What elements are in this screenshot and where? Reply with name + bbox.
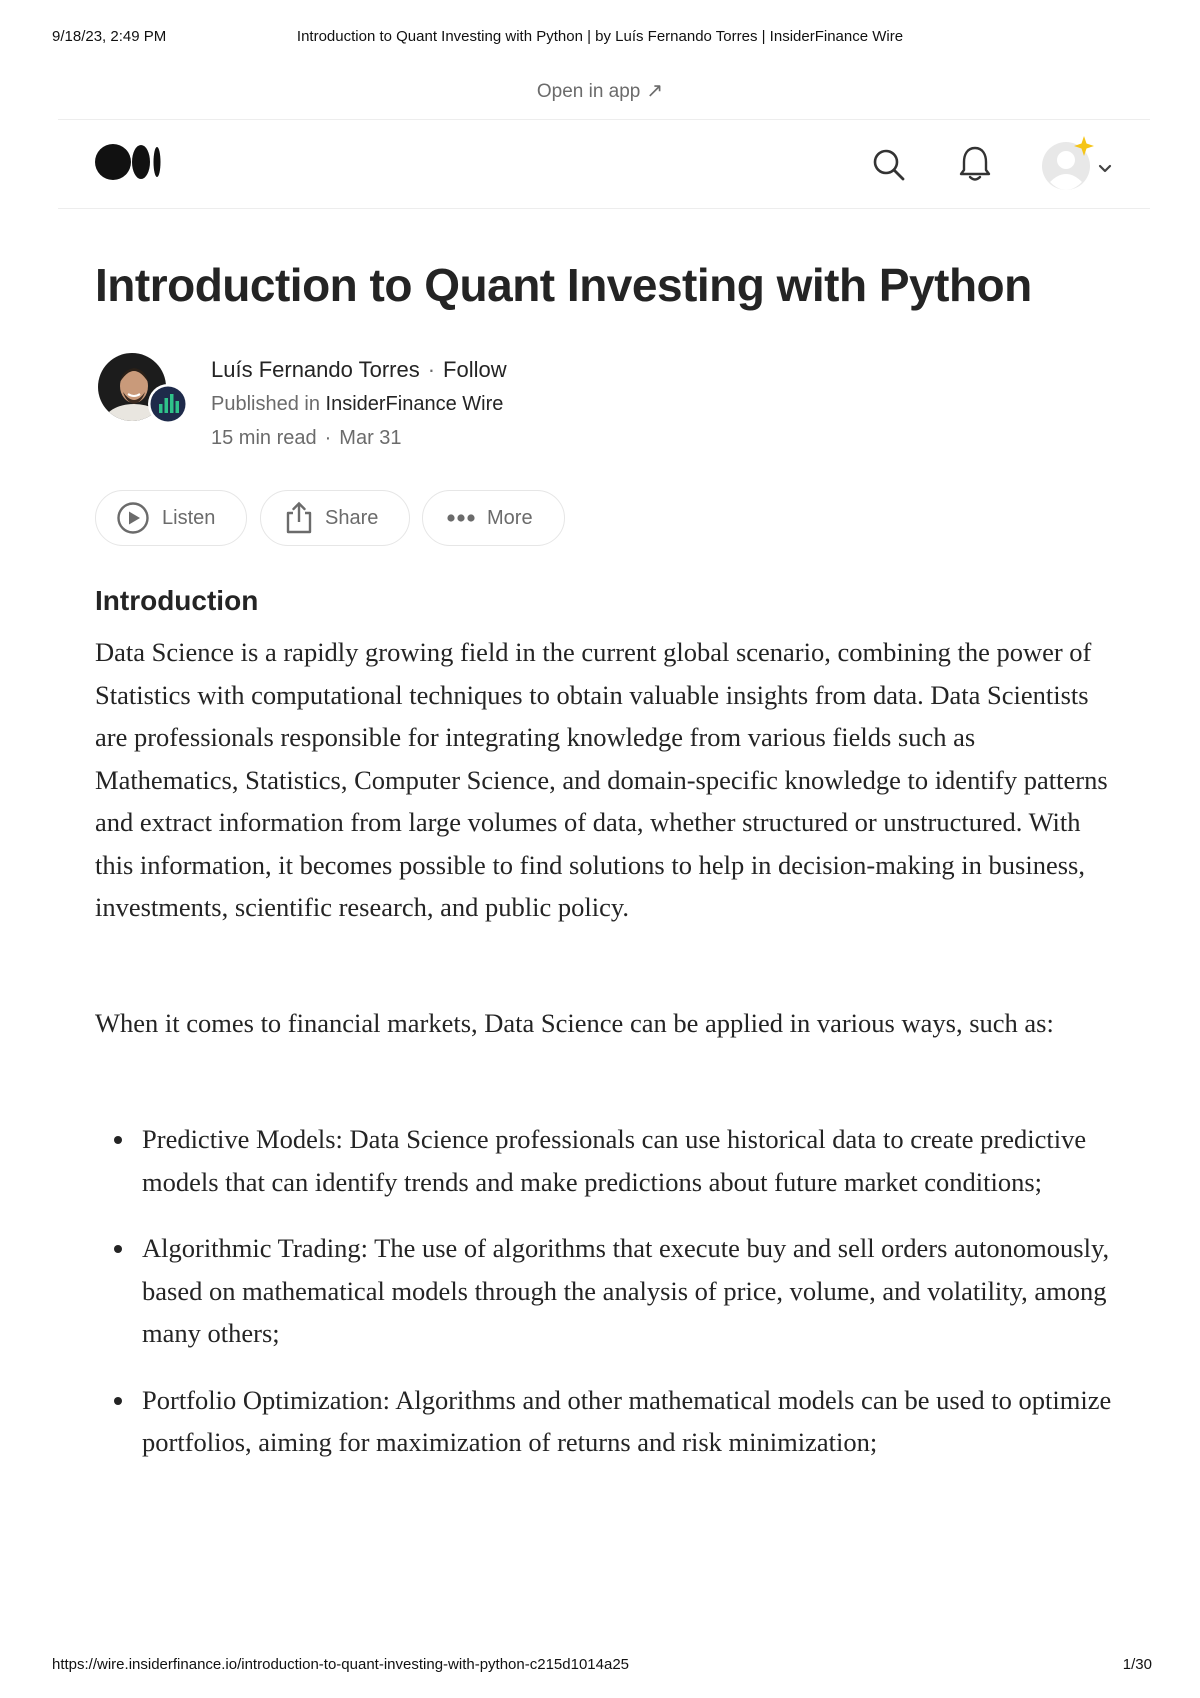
listen-label: Listen [162, 506, 216, 529]
list-item-text: Algorithmic Trading: The use of algorithms that execute buy and sell orders autonomously, based on mathematical models through the analysis of price, volume, and volatility, among many others; [142, 1233, 1110, 1348]
publication-badge[interactable] [148, 384, 188, 424]
section-heading: Introduction [95, 585, 259, 616]
bullet-dot [114, 1397, 122, 1405]
list-item-text: Predictive Models: Data Science professionals can use historical data to create predictive models that can identify trends and make predictions about future market conditions; [142, 1124, 1087, 1197]
listen-button[interactable] [95, 490, 247, 546]
bell-icon[interactable] [956, 144, 994, 184]
author-name[interactable]: Luís Fernando Torres [211, 357, 420, 382]
separator-dot: · [324, 427, 332, 449]
publication-link[interactable]: InsiderFinance Wire [325, 393, 504, 415]
paragraph: Data Science is a rapidly growing field in the current global scenario, combining the power of Statistics with computational techniques to obtain valuable insights from data. Data Scientists are professionals responsible for integrating knowledge from various fields such as Mathematics, Statistics, Computer Science, and domain-specific knowledge to identify patterns and extract information from large volumes of data, whether structured or unstructured. With this information, it becomes possible to find solutions to help in decision-making in business, investments, scientific research, and public policy. [95, 637, 1108, 922]
print-footer [0, 1656, 1200, 1676]
share-button[interactable] [260, 490, 410, 546]
more-dots-icon [447, 512, 475, 524]
article-title: Introduction to Quant Investing with Python [95, 259, 1032, 311]
print-page-number: 1/30 [1122, 1656, 1152, 1673]
open-in-app-label: Open in app [536, 81, 641, 102]
bullet-list [95, 1118, 1115, 1488]
read-time: 15 min read [211, 427, 317, 449]
more-button[interactable] [422, 490, 565, 546]
share-label: Share [325, 506, 379, 529]
search-icon[interactable] [870, 146, 908, 184]
user-menu-button[interactable] [1040, 136, 1130, 192]
print-header [0, 28, 1200, 48]
list-item [95, 1379, 1115, 1464]
arrow-up-right-icon: ↗ [646, 80, 664, 102]
list-item [95, 1118, 1115, 1203]
published-in-prefix: Published in [211, 393, 320, 415]
print-url: https://wire.insiderfinance.io/introduction-to-quant-investing-with-python-c215d1014a25 [52, 1656, 630, 1673]
list-item-text: Portfolio Optimization: Algorithms and other mathematical models can be used to optimize portfolios, aiming for maximization of returns and risk minimization; [142, 1384, 1112, 1457]
bullet-dot [114, 1136, 122, 1144]
paragraph: When it comes to financial markets, Data Science can be applied in various ways, such as: [95, 1008, 1054, 1038]
author-avatar[interactable] [96, 352, 192, 432]
publish-date: Mar 31 [339, 427, 402, 449]
play-circle-icon [116, 501, 150, 535]
open-in-app-link[interactable] [0, 78, 1200, 103]
medium-logo[interactable] [95, 142, 165, 182]
bullet-dot [114, 1245, 122, 1253]
author-meta [211, 355, 507, 457]
top-navigation-bar [58, 119, 1150, 209]
print-page-title: Introduction to Quant Investing with Python | by Luís Fernando Torres | InsiderFinance Wire [296, 28, 904, 45]
chevron-down-icon [1100, 166, 1110, 171]
follow-button[interactable]: Follow [443, 357, 507, 382]
separator-dot: · [427, 357, 436, 382]
more-label: More [487, 506, 533, 529]
share-icon [285, 501, 313, 535]
list-item [95, 1227, 1115, 1355]
print-datetime: 9/18/23, 2:49 PM [52, 28, 167, 45]
